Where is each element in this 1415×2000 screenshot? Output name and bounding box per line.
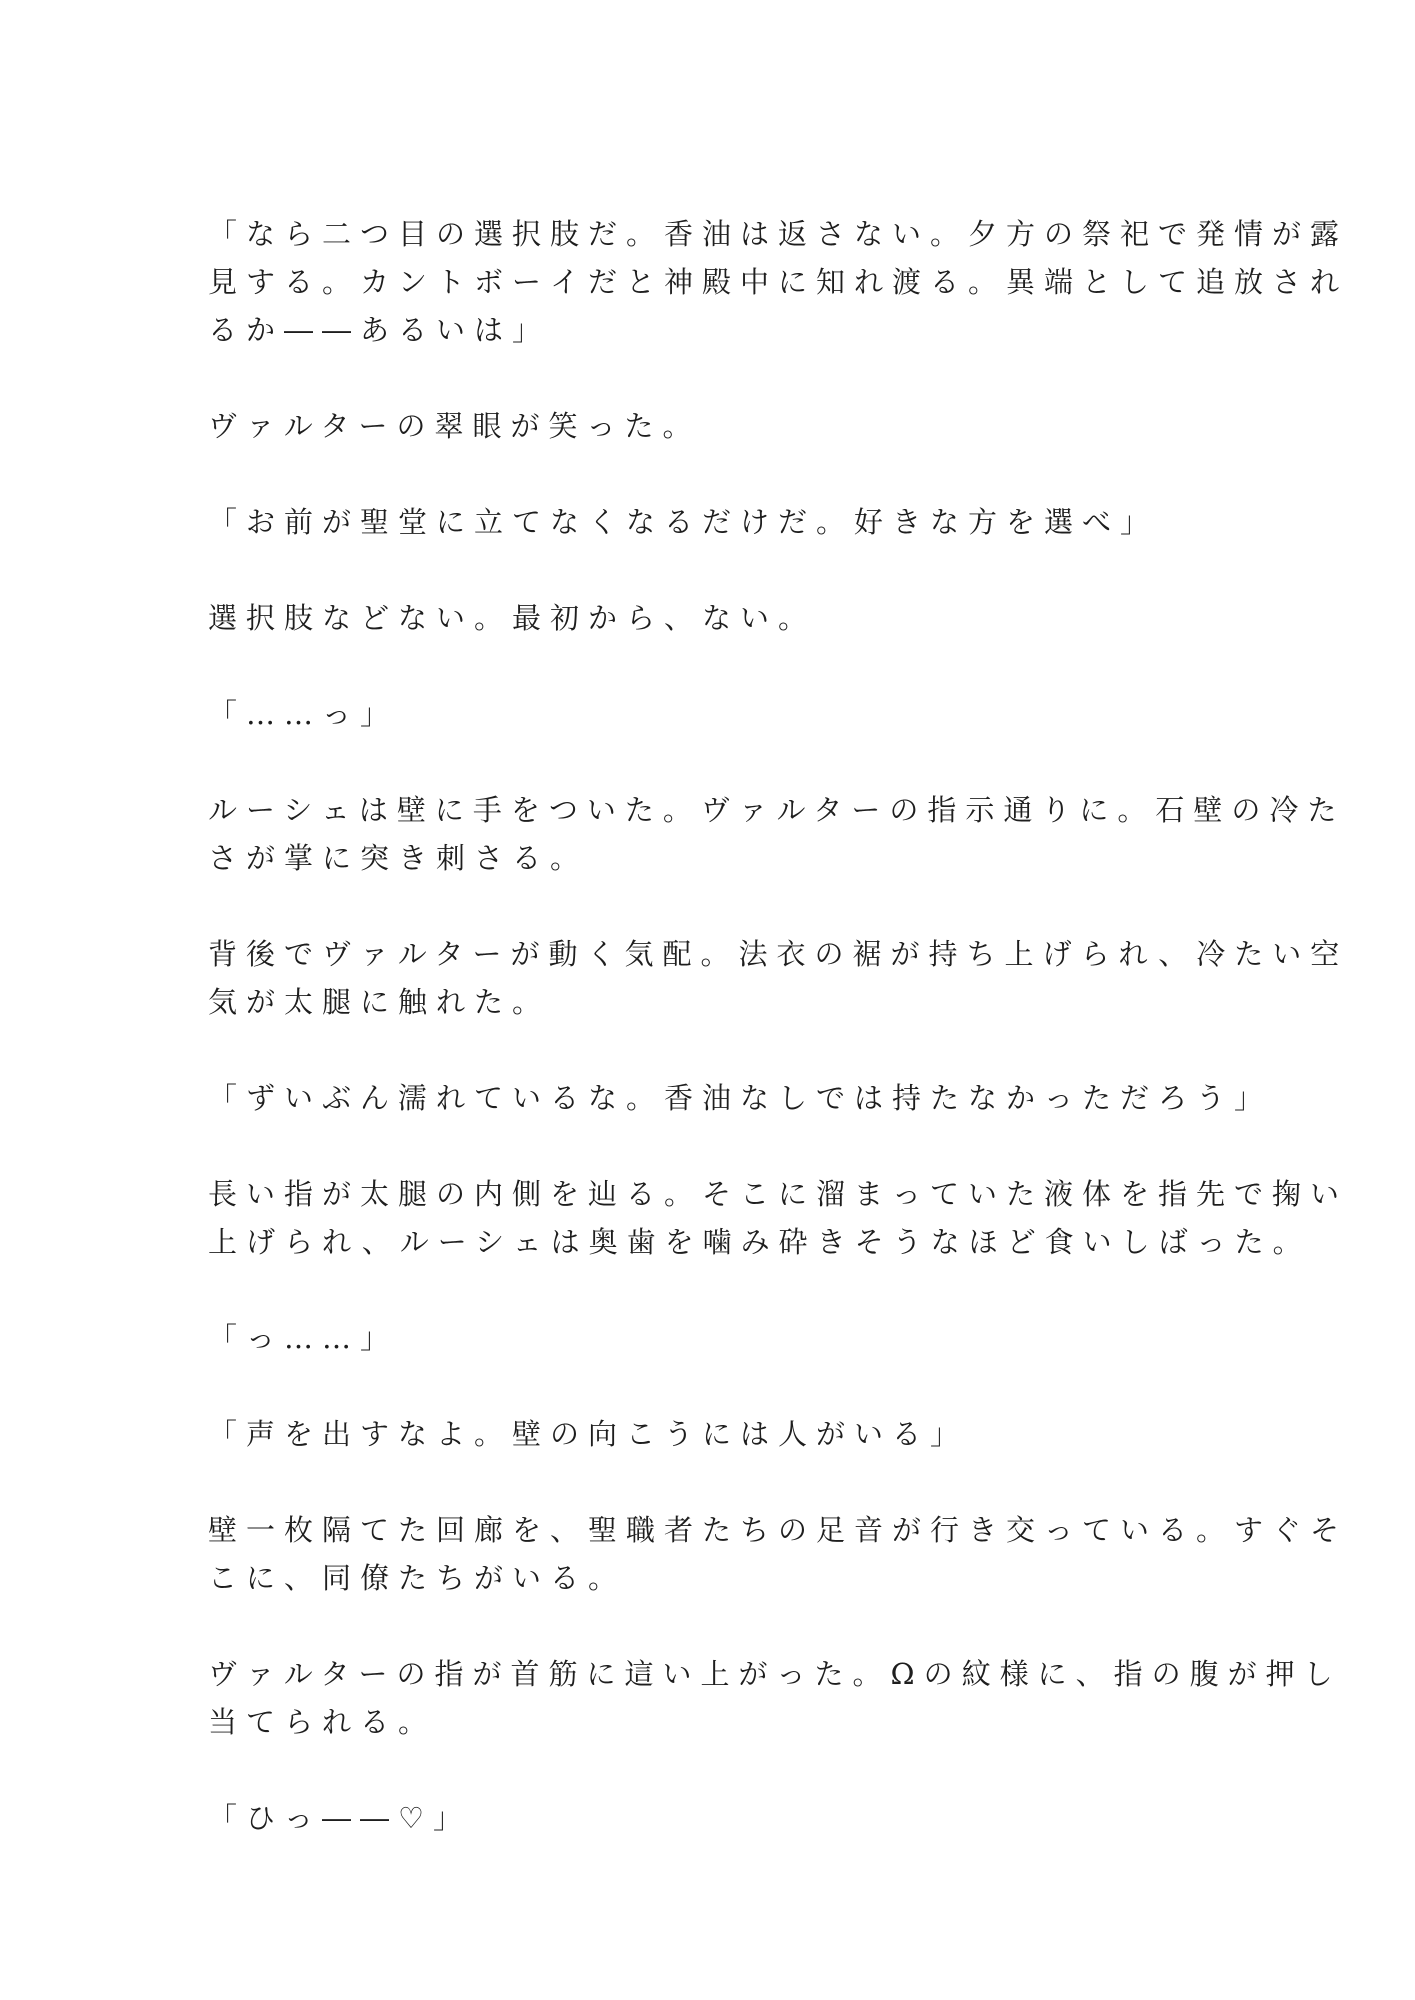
text-line: るか――あるいは」: [208, 313, 551, 347]
paragraph: [208, 1074, 1273, 1122]
body-text: [208, 210, 1349, 1890]
text-line: 「ひっ――♡」: [208, 1801, 471, 1835]
text-line: 背後でヴァルターが動く気配。法衣の裾が持ち上げられ、冷たい空: [208, 937, 1349, 971]
paragraph: [208, 690, 1208, 738]
paragraph: [208, 1650, 1342, 1746]
text-line: 「っ……」: [208, 1321, 399, 1355]
paragraph: [208, 594, 1208, 642]
text-line: 上げられ、ルーシェは奥歯を噛み砕きそうなほど食いしばった。: [208, 1225, 1311, 1259]
text-line: 長い指が太腿の内側を辿る。そこに溜まっていた液体を指先で掬い: [208, 1177, 1349, 1211]
paragraph: [208, 498, 1208, 546]
text-line: こに、同僚たちがいる。: [208, 1561, 627, 1595]
paragraph: [208, 1794, 1208, 1842]
paragraph: [208, 786, 1346, 882]
text-line: 選択肢などない。最初から、ない。: [208, 601, 817, 635]
text-line: 壁一枚隔てた回廊を、聖職者たちの足音が行き交っている。すぐそ: [208, 1513, 1349, 1547]
text-line: 「なら二つ目の選択肢だ。香油は返さない。夕方の祭祀で発情が露: [208, 217, 1349, 251]
paragraph: [208, 930, 1349, 1026]
text-line: 「声を出すなよ。壁の向こうには人がいる」: [208, 1417, 969, 1451]
paragraph: [208, 1506, 1349, 1602]
text-line: さが掌に突き刺さる。: [208, 841, 589, 875]
paragraph: [208, 210, 1349, 354]
text-line: 「……っ」: [208, 697, 399, 731]
text-line: 当てられる。: [208, 1705, 437, 1739]
text-line: 「ずいぶん濡れているな。香油なしでは持たなかっただろう」: [208, 1081, 1273, 1115]
paragraph: [208, 1170, 1349, 1266]
text-line: ヴァルターの指が首筋に這い上がった。Ωの紋様に、指の腹が押し: [208, 1657, 1342, 1691]
text-line: ヴァルターの翠眼が笑った。: [208, 409, 701, 443]
text-line: 気が太腿に触れた。: [208, 985, 551, 1019]
text-line: 見する。カントボーイだと神殿中に知れ渡る。異端として追放され: [208, 265, 1349, 299]
text-line: ルーシェは壁に手をついた。ヴァルターの指示通りに。石壁の冷た: [208, 793, 1346, 827]
paragraph: [208, 402, 1208, 450]
paragraph: [208, 1410, 1208, 1458]
paragraph: [208, 1314, 1208, 1362]
text-line: 「お前が聖堂に立てなくなるだけだ。好きな方を選べ」: [208, 505, 1159, 539]
